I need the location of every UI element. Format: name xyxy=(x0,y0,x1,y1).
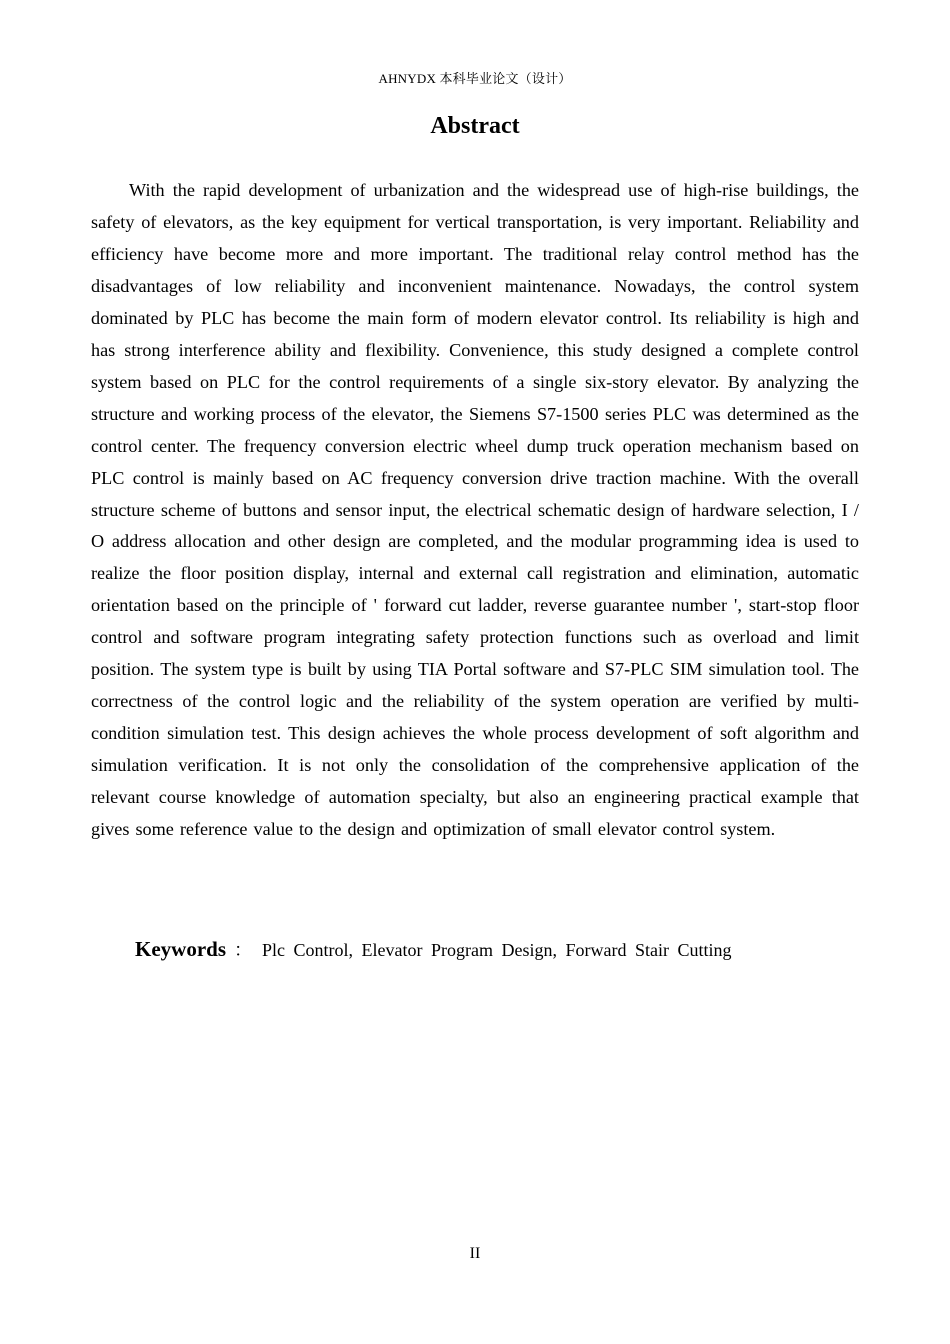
abstract-body: With the rapid development of urbanization and the widespread use of high-rise buildings, the safety of elevators, as the key equipment for vertical transportation, is very important. Reliability and efficiency have become more and more important. The traditional relay control method has the disadvantages of low reliability and inconvenient maintenance. Nowadays, the control system dominated by PLC has become the main form of modern elevator control. Its reliability is high and has strong interference ability and flexibility. Convenience, this study designed a complete control system based on PLC for the control requirements of a single six-story elevator. By analyzing the structure and working process of the elevator, the Siemens S7-1500 series PLC was determined as the control center. The frequency conversion electric wheel dump truck operation mechanism based on PLC control is mainly based on AC frequency conversion drive traction machine. With the overall structure scheme of buttons and sensor input, the electrical schematic design of hardware selection, I / O address allocation and other design are completed, and the modular programming idea is used to realize the floor position display, internal and external call registration and elimination, automatic orientation based on the principle of ' forward cut ladder, reverse guarantee number ', start-stop floor control and software program integrating safety protection functions such as overload and limit position. The system type is built by using TIA Portal software and S7-PLC SIM simulation tool. The correctness of the control logic and the reliability of the system operation are verified by multi-condition simulation test. This design achieves the whole process development of soft algorithm and simulation verification. It is not only the consolidation of the comprehensive application of the relevant course knowledge of automation specialty, but also an engineering practical example that gives some reference value to the design and optimization of small elevator control system. xyxy=(91,180,859,840)
keywords-label: Keywords xyxy=(135,937,226,961)
abstract-title: Abstract xyxy=(430,113,520,139)
keywords-values: Plc Control, Elevator Program Design, Forward Stair Cutting xyxy=(262,940,732,960)
keywords-line xyxy=(135,936,855,962)
running-header: AHNYDX 本科毕业论文（设计） xyxy=(378,71,572,86)
keywords-separator: ： xyxy=(234,940,252,960)
page-number: II xyxy=(469,1245,481,1262)
